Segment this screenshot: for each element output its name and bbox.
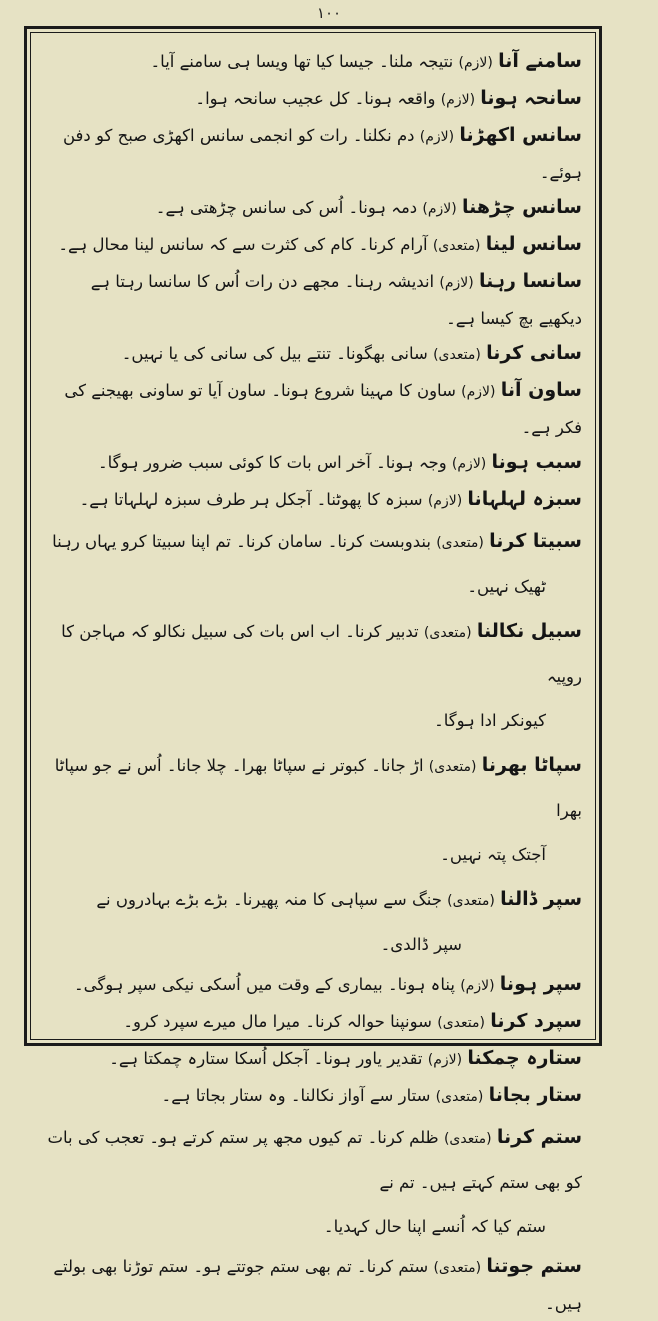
entry-definition: ستم کرنا۔ تم بھی ستم جوتتے ہو۔ ستم توڑنا بھی بولتے ہیں۔ bbox=[53, 1257, 582, 1313]
entry-headword: سپر ہونا bbox=[499, 973, 582, 995]
entry-headword: سانسا رہنا bbox=[479, 270, 582, 292]
dictionary-entry bbox=[44, 264, 582, 336]
entry-grammar: (متعدی) bbox=[423, 625, 472, 641]
entry-definition: سونپنا حوالہ کرنا۔ میرا مال میرے سپرد کرو۔ bbox=[123, 1012, 433, 1031]
entry-headword: سپرد کرنا bbox=[490, 1010, 582, 1032]
entry-headword: ساون آنا bbox=[500, 379, 582, 401]
entry-definition: آرام کرنا۔ کام کی کثرت سے کہ سانس لینا محال ہے۔ bbox=[58, 235, 428, 254]
entry-definition: تدبیر کرنا۔ اب اس بات کی سبیل نکالو کہ مہاجن کا روپیہ bbox=[61, 622, 582, 686]
entry-grammar: (لازم) bbox=[460, 978, 495, 994]
dictionary-entry bbox=[44, 743, 582, 877]
dictionary-entry bbox=[44, 1041, 582, 1078]
dictionary-entry bbox=[44, 877, 582, 967]
entry-grammar: (متعدی) bbox=[432, 238, 481, 254]
dictionary-entry bbox=[44, 1115, 582, 1249]
entry-headword: سانس چڑھنا bbox=[461, 196, 582, 218]
entry-grammar: (متعدی) bbox=[433, 347, 481, 363]
entry-headword: سامنے آنا bbox=[498, 50, 582, 72]
entry-continuation: کیونکر ادا ہوگا۔ bbox=[434, 711, 546, 730]
entry-definition: بندوبست کرنا۔ سامان کرنا۔ تم اپنا سبیتا کرو یہاں رہنا bbox=[52, 532, 431, 551]
entry-grammar: (متعدی) bbox=[435, 1089, 484, 1105]
dictionary-entry bbox=[44, 118, 582, 190]
entry-grammar: (متعدی) bbox=[437, 1015, 485, 1031]
entry-headword: سانس لینا bbox=[485, 233, 582, 255]
entry-definition: پناہ ہونا۔ بیماری کے وقت میں اُسکی نیکی سپر ہوگی۔ bbox=[73, 975, 455, 994]
entry-headword: سبیتا کرنا bbox=[489, 530, 582, 552]
dictionary-entry bbox=[44, 482, 582, 519]
entry-grammar: (متعدی) bbox=[433, 1260, 482, 1276]
entry-headword: سانحہ ہونا bbox=[480, 87, 582, 109]
entry-definition: واقعہ ہونا۔ کل عجیب سانحہ ہوا۔ bbox=[195, 89, 436, 108]
entry-grammar: (متعدی) bbox=[447, 893, 495, 909]
entry-grammar: (لازم) bbox=[461, 384, 496, 400]
entry-headword: سپاٹا بھرنا bbox=[481, 754, 582, 776]
entry-grammar: (لازم) bbox=[440, 92, 476, 108]
entry-definition: اندیشہ رہنا۔ مجھے دن رات اُس کا سانسا رہتا ہے دیکھیے بچ کیسا ہے۔ bbox=[90, 272, 582, 328]
entry-grammar: (متعدی) bbox=[428, 759, 477, 775]
dictionary-entries bbox=[44, 44, 582, 1313]
dictionary-entry bbox=[44, 81, 582, 118]
page-number: ۱۰۰ bbox=[316, 4, 342, 22]
entry-headword: ستارہ چمکنا bbox=[467, 1047, 582, 1069]
entry-definition: تقدیر یاور ہونا۔ آجکل اُسکا ستارہ چمکتا ہے۔ bbox=[109, 1049, 423, 1068]
entry-grammar: (متعدی) bbox=[436, 535, 484, 551]
entry-headword: سانی کرنا bbox=[486, 342, 582, 364]
entry-definition: دمہ ہونا۔ اُس کی سانس چڑھتی ہے۔ bbox=[155, 198, 418, 217]
entry-continuation: آجتک پتہ نہیں۔ bbox=[440, 845, 546, 864]
entry-continuation: ٹھیک نہیں۔ bbox=[467, 577, 546, 596]
entry-grammar: (متعدی) bbox=[443, 1131, 492, 1147]
entry-grammar: (لازم) bbox=[427, 1052, 463, 1068]
entry-definition: سانی بھگونا۔ تنتے بیل کی سانی کی یا نہیں۔ bbox=[121, 344, 428, 363]
entry-headword: ستم کرنا bbox=[496, 1126, 582, 1148]
entry-headword: سپر ڈالنا bbox=[500, 888, 582, 910]
entry-headword: سبزہ لہلہانا bbox=[467, 488, 582, 510]
entry-grammar: (لازم) bbox=[422, 201, 457, 217]
entry-definition: ساون کا مہینا شروع ہونا۔ ساون آیا تو ساونی بھیجنے کی فکر ہے۔ bbox=[64, 381, 582, 437]
dictionary-entry bbox=[44, 519, 582, 609]
entry-headword: سبب ہونا bbox=[491, 451, 582, 473]
entry-definition: وجہ ہونا۔ آخر اس بات کا کوئی سبب ضرور ہوگا۔ bbox=[97, 453, 447, 472]
entry-headword: سبیل نکالنا bbox=[476, 620, 582, 642]
entry-grammar: (لازم) bbox=[419, 129, 455, 145]
dictionary-entry bbox=[44, 1078, 582, 1115]
dictionary-entry bbox=[44, 1004, 582, 1041]
dictionary-entry bbox=[44, 227, 582, 264]
entry-headword: ستم جوتنا bbox=[486, 1255, 582, 1277]
entry-continuation: سپر ڈالدی۔ bbox=[380, 935, 462, 954]
dictionary-entry bbox=[44, 190, 582, 227]
dictionary-entry bbox=[44, 967, 582, 1004]
dictionary-entry bbox=[44, 336, 582, 373]
dictionary-entry bbox=[44, 44, 582, 81]
entry-continuation: ستم کیا کہ اُنسے اپنا حال کہدیا۔ bbox=[323, 1217, 546, 1236]
entry-definition: ظلم کرنا۔ تم کیوں مجھ پر ستم کرتے ہو۔ تعجب کی بات کو بھی ستم کہتے ہیں۔ تم نے bbox=[47, 1128, 582, 1192]
dictionary-entry bbox=[44, 445, 582, 482]
entry-definition: اڑ جانا۔ کبوتر نے سپاٹا بھرا۔ چلا جانا۔ اُس نے جو سپاٹا بھرا bbox=[54, 756, 582, 820]
entry-definition: ستار سے آواز نکالنا۔ وہ ستار بجاتا ہے۔ bbox=[161, 1086, 431, 1105]
entry-headword: ستار بجانا bbox=[488, 1084, 582, 1106]
entry-grammar: (لازم) bbox=[439, 275, 474, 291]
dictionary-entry bbox=[44, 1249, 582, 1321]
entry-grammar: (لازم) bbox=[451, 456, 487, 472]
entry-definition: سبزہ کا پھوٹنا۔ آجکل ہر طرف سبزہ لہلہاتا ہے۔ bbox=[79, 490, 423, 509]
entry-definition: دم نکلنا۔ رات کو انجمی سانس اکھڑی صبح کو دفن ہوئے۔ bbox=[62, 126, 582, 182]
entry-grammar: (لازم) bbox=[458, 55, 493, 71]
entry-definition: نتیجہ ملنا۔ جیسا کیا تھا ویسا ہی سامنے آیا۔ bbox=[150, 52, 454, 71]
entry-definition: جنگ سے سپاہی کا منہ پھیرنا۔ بڑے بڑے بہادروں نے bbox=[96, 890, 442, 909]
dictionary-entry bbox=[44, 373, 582, 445]
entry-grammar: (لازم) bbox=[427, 493, 463, 509]
entry-headword: سانس اکھڑنا bbox=[459, 124, 582, 146]
dictionary-entry bbox=[44, 609, 582, 743]
